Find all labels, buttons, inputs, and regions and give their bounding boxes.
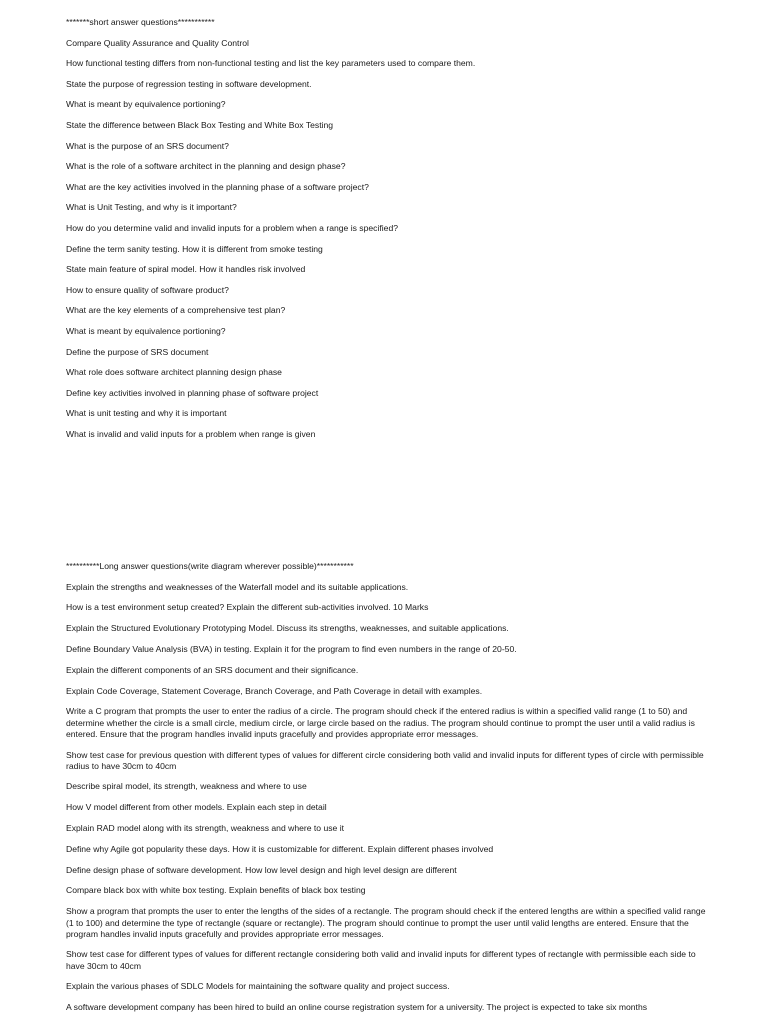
long-question: How is a test environment setup created? Explain the different sub-activities involved. 10 Marks — [66, 602, 429, 613]
long-answer-heading: **********Long answer questions(write diagram wherever possible)*********** — [66, 561, 354, 571]
long-question: Explain the various phases of SDLC Models for maintaining the software quality and project success. — [66, 981, 450, 992]
long-question: Explain RAD model along with its strength, weakness and where to use it — [66, 823, 345, 834]
short-question: How functional testing differs from non-functional testing and list the key parameters used to compare them. — [66, 58, 476, 69]
short-answer-section — [66, 17, 706, 449]
long-question: Explain Code Coverage, Statement Coverage, Branch Coverage, and Path Coverage in detail with examples. — [66, 685, 483, 696]
short-question: What is the role of a software architect in the planning and design phase? — [66, 161, 346, 172]
short-question: What is Unit Testing, and why is it important? — [66, 202, 237, 213]
short-question: What is meant by equivalence portioning? — [66, 99, 226, 110]
long-question: A software development company has been hired to build an online course registration system for a university. The project is expected to take six months — [66, 1002, 648, 1013]
short-question: How to ensure quality of software product? — [66, 284, 229, 295]
long-question: Explain the Structured Evolutionary Prototyping Model. Discuss its strengths, weaknesses, and suitable applications. — [66, 623, 509, 634]
short-question: What is unit testing and why it is important — [66, 408, 227, 419]
short-question: Define the term sanity testing. How it is different from smoke testing — [66, 243, 323, 254]
short-question: Compare Quality Assurance and Quality Control — [66, 37, 249, 48]
long-question: Show test case for different types of values for different rectangle considering both valid and invalid inputs for different types of rectangle with permissible each side to have 30cm to 40cm — [66, 949, 696, 971]
long-question: Define Boundary Value Analysis (BVA) in testing. Explain it for the program to find even numbers in the range of 20-50. — [66, 643, 517, 654]
long-question: Define design phase of software development. How low level design and high level design are different — [66, 864, 457, 875]
short-question: What is the purpose of an SRS document? — [66, 140, 229, 151]
long-question: Explain the different components of an SRS document and their significance. — [66, 664, 359, 675]
long-question: Show test case for previous question with different types of values for different circle considering both valid and invalid inputs for different types of circle with permissible radius to have 30cm to 40cm — [66, 749, 704, 771]
short-question: What is meant by equivalence portioning? — [66, 325, 226, 336]
short-question: How do you determine valid and invalid inputs for a problem when a range is specified? — [66, 222, 399, 233]
long-answer-section — [66, 561, 706, 1023]
long-question: Describe spiral model, its strength, weakness and where to use — [66, 781, 307, 792]
long-question: How V model different from other models. Explain each step in detail — [66, 802, 327, 813]
short-question: What is invalid and valid inputs for a problem when range is given — [66, 428, 316, 439]
short-question: What are the key elements of a comprehensive test plan? — [66, 305, 286, 316]
long-question: Compare black box with white box testing. Explain benefits of black box testing — [66, 885, 366, 896]
short-answer-heading: *******short answer questions*********** — [66, 17, 215, 27]
short-question: Define the purpose of SRS document — [66, 346, 209, 357]
short-question: Define key activities involved in planning phase of software project — [66, 387, 319, 398]
short-question: What role does software architect planning design phase — [66, 367, 282, 378]
long-question: Show a program that prompts the user to enter the lengths of the sides of a rectangle. The program should check if the entered lengths are within a specified valid range (1 to 100) and determine the type of rectangle (square or rectangle). The program should continue to prompt the user until valid lengths are entered. Ensure that the program handles invalid inputs gracefully and provides appropriate error messages. — [66, 906, 706, 939]
long-question: Define why Agile got popularity these days. How it is customizable for different. Explain different phases involved — [66, 843, 494, 854]
short-question: State main feature of spiral model. How it handles risk involved — [66, 264, 306, 275]
short-question: What are the key activities involved in the planning phase of a software project? — [66, 181, 369, 192]
short-question: State the difference between Black Box Testing and White Box Testing — [66, 119, 334, 130]
long-question: Explain the strengths and weaknesses of the Waterfall model and its suitable applications. — [66, 581, 409, 592]
long-question: Write a C program that prompts the user to enter the radius of a circle. The program should check if the entered radius is within a specified valid range (1 to 50) and determine whether the circle is a small circle, medium circle, or large circle based on the radius. The program should continue to prompt the user until a valid radius is entered. Ensure that the program handles invalid inputs gracefully and provides appropriate error messages. — [66, 706, 695, 739]
short-question: State the purpose of regression testing in software development. — [66, 78, 312, 89]
